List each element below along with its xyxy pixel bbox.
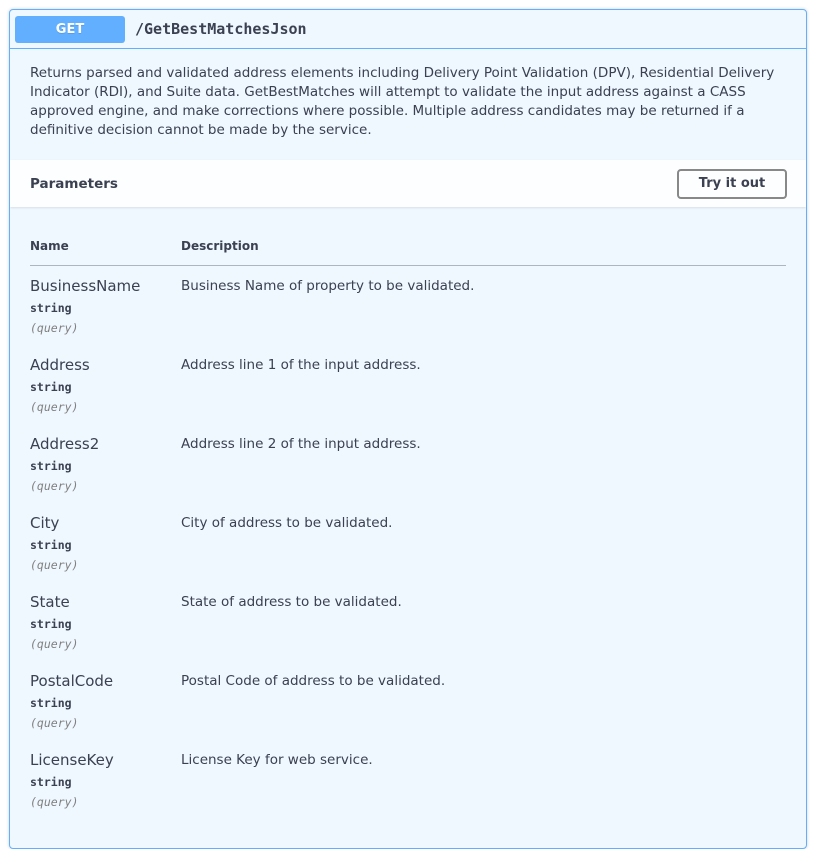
parameter-name: Address bbox=[30, 356, 90, 374]
table-row bbox=[30, 424, 786, 503]
parameters-title: Parameters bbox=[30, 175, 118, 192]
parameter-description: Business Name of property to be validated. bbox=[181, 278, 475, 294]
parameter-type: string bbox=[30, 617, 72, 631]
parameter-name: LicenseKey bbox=[30, 751, 114, 769]
parameters-table-wrapper bbox=[10, 207, 806, 819]
table-row bbox=[30, 740, 786, 819]
table-header-row bbox=[30, 227, 786, 266]
parameter-name-cell bbox=[30, 345, 181, 424]
parameter-name-cell bbox=[30, 582, 181, 661]
parameter-description-cell bbox=[181, 582, 786, 661]
parameter-type: string bbox=[30, 301, 72, 315]
parameter-description-cell bbox=[181, 424, 786, 503]
parameter-location: (query) bbox=[30, 558, 79, 572]
parameter-name: PostalCode bbox=[30, 672, 114, 690]
parameter-description: License Key for web service. bbox=[181, 752, 373, 768]
parameter-description-cell bbox=[181, 345, 786, 424]
parameter-type: string bbox=[30, 380, 72, 394]
table-row bbox=[30, 345, 786, 424]
table-row bbox=[30, 266, 786, 346]
parameter-location: (query) bbox=[30, 321, 79, 335]
table-row bbox=[30, 503, 786, 582]
parameter-name-cell bbox=[30, 266, 181, 346]
parameter-type: string bbox=[30, 538, 72, 552]
parameter-description-cell bbox=[181, 740, 786, 819]
parameter-type: string bbox=[30, 696, 72, 710]
column-header-description: Description bbox=[181, 227, 786, 266]
parameter-description-cell bbox=[181, 266, 786, 346]
parameter-location: (query) bbox=[30, 637, 79, 651]
parameter-name: City bbox=[30, 514, 60, 532]
method-badge: GET bbox=[15, 16, 125, 43]
parameter-location: (query) bbox=[30, 795, 79, 809]
try-it-out-button[interactable]: Try it out bbox=[677, 169, 787, 199]
parameter-location: (query) bbox=[30, 479, 79, 493]
parameter-description: Address line 2 of the input address. bbox=[181, 436, 421, 452]
parameter-type: string bbox=[30, 459, 72, 473]
parameter-location: (query) bbox=[30, 400, 79, 414]
parameter-name: BusinessName bbox=[30, 277, 141, 295]
parameter-name-cell bbox=[30, 503, 181, 582]
operation-path: /GetBestMatchesJson bbox=[135, 20, 307, 38]
parameter-description-cell bbox=[181, 661, 786, 740]
operation-description: Returns parsed and validated address elements including Delivery Point Validation (DPV), Residential Delivery Indicator (RDI), and Suite data. GetBestMatches will attempt to validate the input address against a CASS approved engine, and make corrections where possible. Multiple address candidates may be returned if a definitive decision cannot be made by the service. bbox=[30, 65, 775, 138]
parameter-description: Address line 1 of the input address. bbox=[181, 357, 421, 373]
parameter-description: City of address to be validated. bbox=[181, 515, 393, 531]
parameters-table bbox=[30, 227, 786, 819]
parameter-name: Address2 bbox=[30, 435, 100, 453]
parameter-name: State bbox=[30, 593, 70, 611]
table-row bbox=[30, 661, 786, 740]
parameter-description-cell bbox=[181, 503, 786, 582]
parameter-name-cell bbox=[30, 661, 181, 740]
parameters-body bbox=[30, 266, 786, 820]
parameters-header bbox=[10, 160, 806, 207]
parameter-description: Postal Code of address to be validated. bbox=[181, 673, 446, 689]
parameter-description: State of address to be validated. bbox=[181, 594, 402, 610]
operation-summary[interactable] bbox=[10, 10, 806, 49]
operation-block bbox=[9, 9, 807, 849]
parameter-location: (query) bbox=[30, 716, 79, 730]
parameter-name-cell bbox=[30, 740, 181, 819]
parameter-name-cell bbox=[30, 424, 181, 503]
table-row bbox=[30, 582, 786, 661]
column-header-name: Name bbox=[30, 227, 181, 266]
parameter-type: string bbox=[30, 775, 72, 789]
